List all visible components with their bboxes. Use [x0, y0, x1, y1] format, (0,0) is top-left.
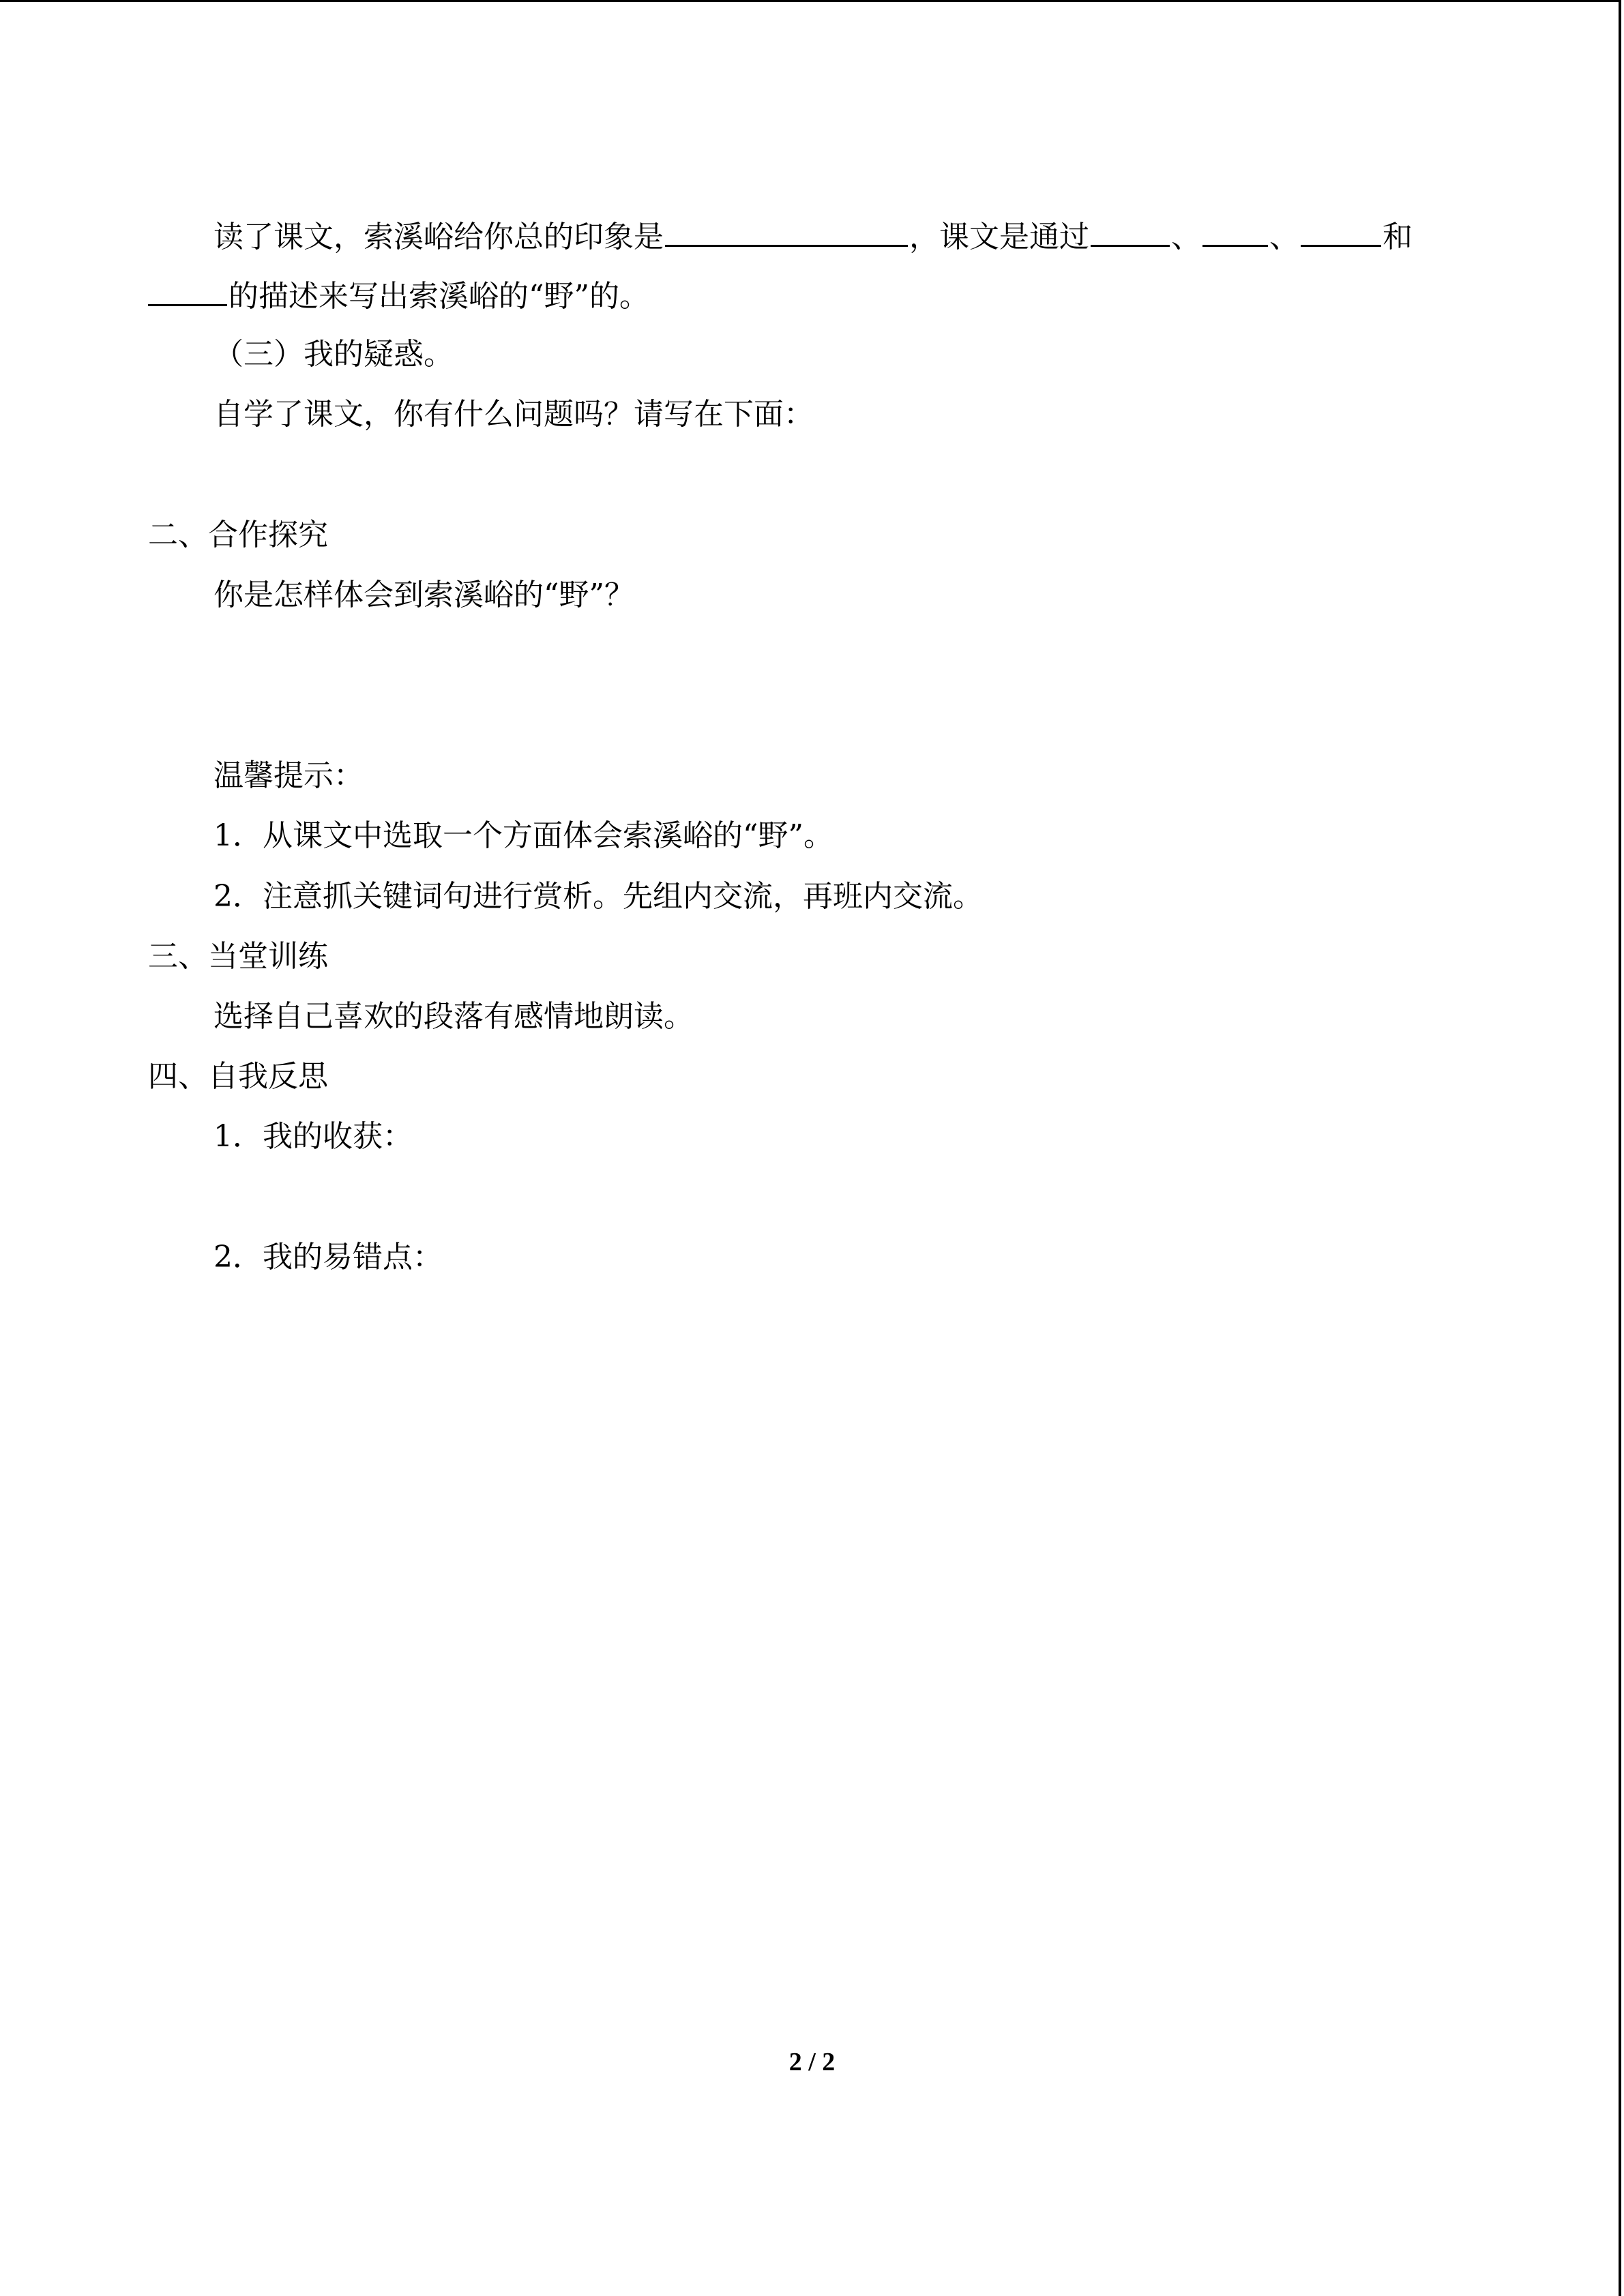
answer-blank-3[interactable]	[1301, 215, 1381, 247]
fill-blank-question-line-2	[148, 274, 649, 317]
tip-item-1: 1．从课文中选取一个方面体会索溪峪的“野”。	[213, 818, 833, 853]
doubts-prompt: 自学了课文，你有什么问题吗？请写在下面：	[213, 397, 814, 432]
separator: 、	[1171, 220, 1201, 254]
tip-item-2: 2．注意抓关键词句进行赏析。先组内交流，再班内交流。	[213, 879, 983, 914]
reflection-item-gains: 1．我的收获：	[213, 1119, 413, 1154]
question-text-and: 和	[1383, 220, 1413, 254]
tip-heading: 温馨提示：	[213, 758, 364, 793]
answer-blank-impression[interactable]	[665, 215, 908, 247]
question-text-middle: ，课文是通过	[909, 220, 1089, 254]
answer-blank-1[interactable]	[1091, 215, 1170, 247]
practice-task: 选择自己喜欢的段落有感情地朗读。	[213, 999, 694, 1034]
fill-blank-question-line-1	[213, 215, 1413, 258]
separator: 、	[1269, 220, 1299, 254]
section-heading-practice: 三、当堂训练	[148, 939, 328, 974]
question-text-end: 的描述来写出索溪峪的“野”的。	[228, 279, 649, 314]
reflection-item-mistakes: 2．我的易错点：	[213, 1240, 443, 1274]
cooperation-question: 你是怎样体会到索溪峪的“野”？	[213, 578, 634, 612]
question-text-start: 读了课文，索溪峪给你总的印象是	[213, 220, 664, 254]
answer-blank-2[interactable]	[1202, 215, 1268, 247]
section-heading-cooperation: 二、合作探究	[148, 518, 328, 552]
page-number: 2 / 2	[788, 2048, 836, 2076]
answer-blank-4[interactable]	[148, 274, 227, 306]
subsection-heading-doubts: （三）我的疑惑。	[213, 337, 454, 372]
section-heading-reflection: 四、自我反思	[148, 1059, 328, 1094]
